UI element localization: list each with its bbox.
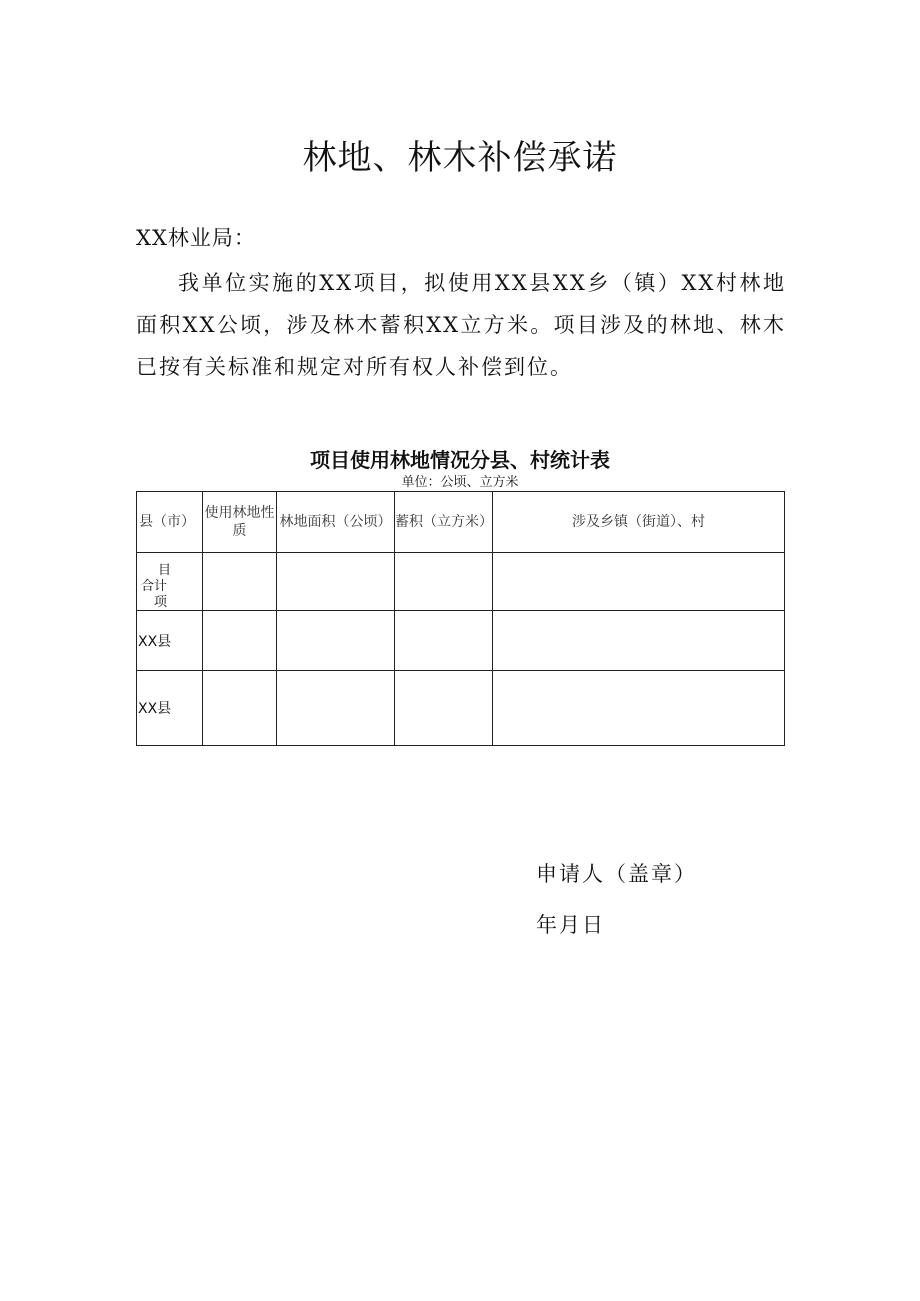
salutation: XX林业局： xyxy=(136,226,256,250)
table-header-row xyxy=(137,492,785,553)
land-nature-cell xyxy=(203,611,277,671)
date-line: 年月日 xyxy=(536,913,605,937)
land-nature-cell xyxy=(203,671,277,746)
table-row-total xyxy=(137,553,785,611)
document-title: 林地、林木补偿承诺 xyxy=(302,138,618,178)
towns-cell xyxy=(493,611,785,671)
header-towns: 涉及乡镇（街道）、村 xyxy=(493,492,785,553)
header-county: 县（市） xyxy=(137,492,203,553)
total-land-nature-cell xyxy=(203,553,277,611)
table-title: 项目使用林地情况分县、村统计表 xyxy=(310,448,610,472)
header-area: 林地面积（公顷） xyxy=(277,492,395,553)
volume-cell xyxy=(395,611,493,671)
total-label-part3: 项 xyxy=(154,595,168,610)
total-area-cell xyxy=(277,553,395,611)
area-cell xyxy=(277,611,395,671)
total-label-part2: 合计 xyxy=(141,579,168,594)
county-cell: XX县 xyxy=(137,611,203,671)
commitment-body: 我单位实施的XX项目，拟使用XX县XX乡（镇）XX村林地面积XX公顷，涉及林木蓄积XX立方米。项目涉及的林地、林木已按有关标准和规定对所有权人补偿到位。 xyxy=(136,271,786,379)
header-volume: 蓄积（立方米） xyxy=(395,492,493,553)
area-cell xyxy=(277,671,395,746)
total-label-cell xyxy=(137,553,203,611)
total-label-part1: 目 xyxy=(158,563,172,578)
total-towns-cell xyxy=(493,553,785,611)
header-land-nature: 使用林地性质 xyxy=(203,492,277,553)
table-unit: 单位：公顷、立方米 xyxy=(401,475,519,490)
statistics-table xyxy=(136,491,785,746)
county-cell: XX县 xyxy=(137,671,203,746)
table-row xyxy=(137,611,785,671)
table-row xyxy=(137,671,785,746)
towns-cell xyxy=(493,671,785,746)
applicant-seal: 申请人（盖章） xyxy=(536,862,697,886)
volume-cell xyxy=(395,671,493,746)
total-volume-cell xyxy=(395,553,493,611)
